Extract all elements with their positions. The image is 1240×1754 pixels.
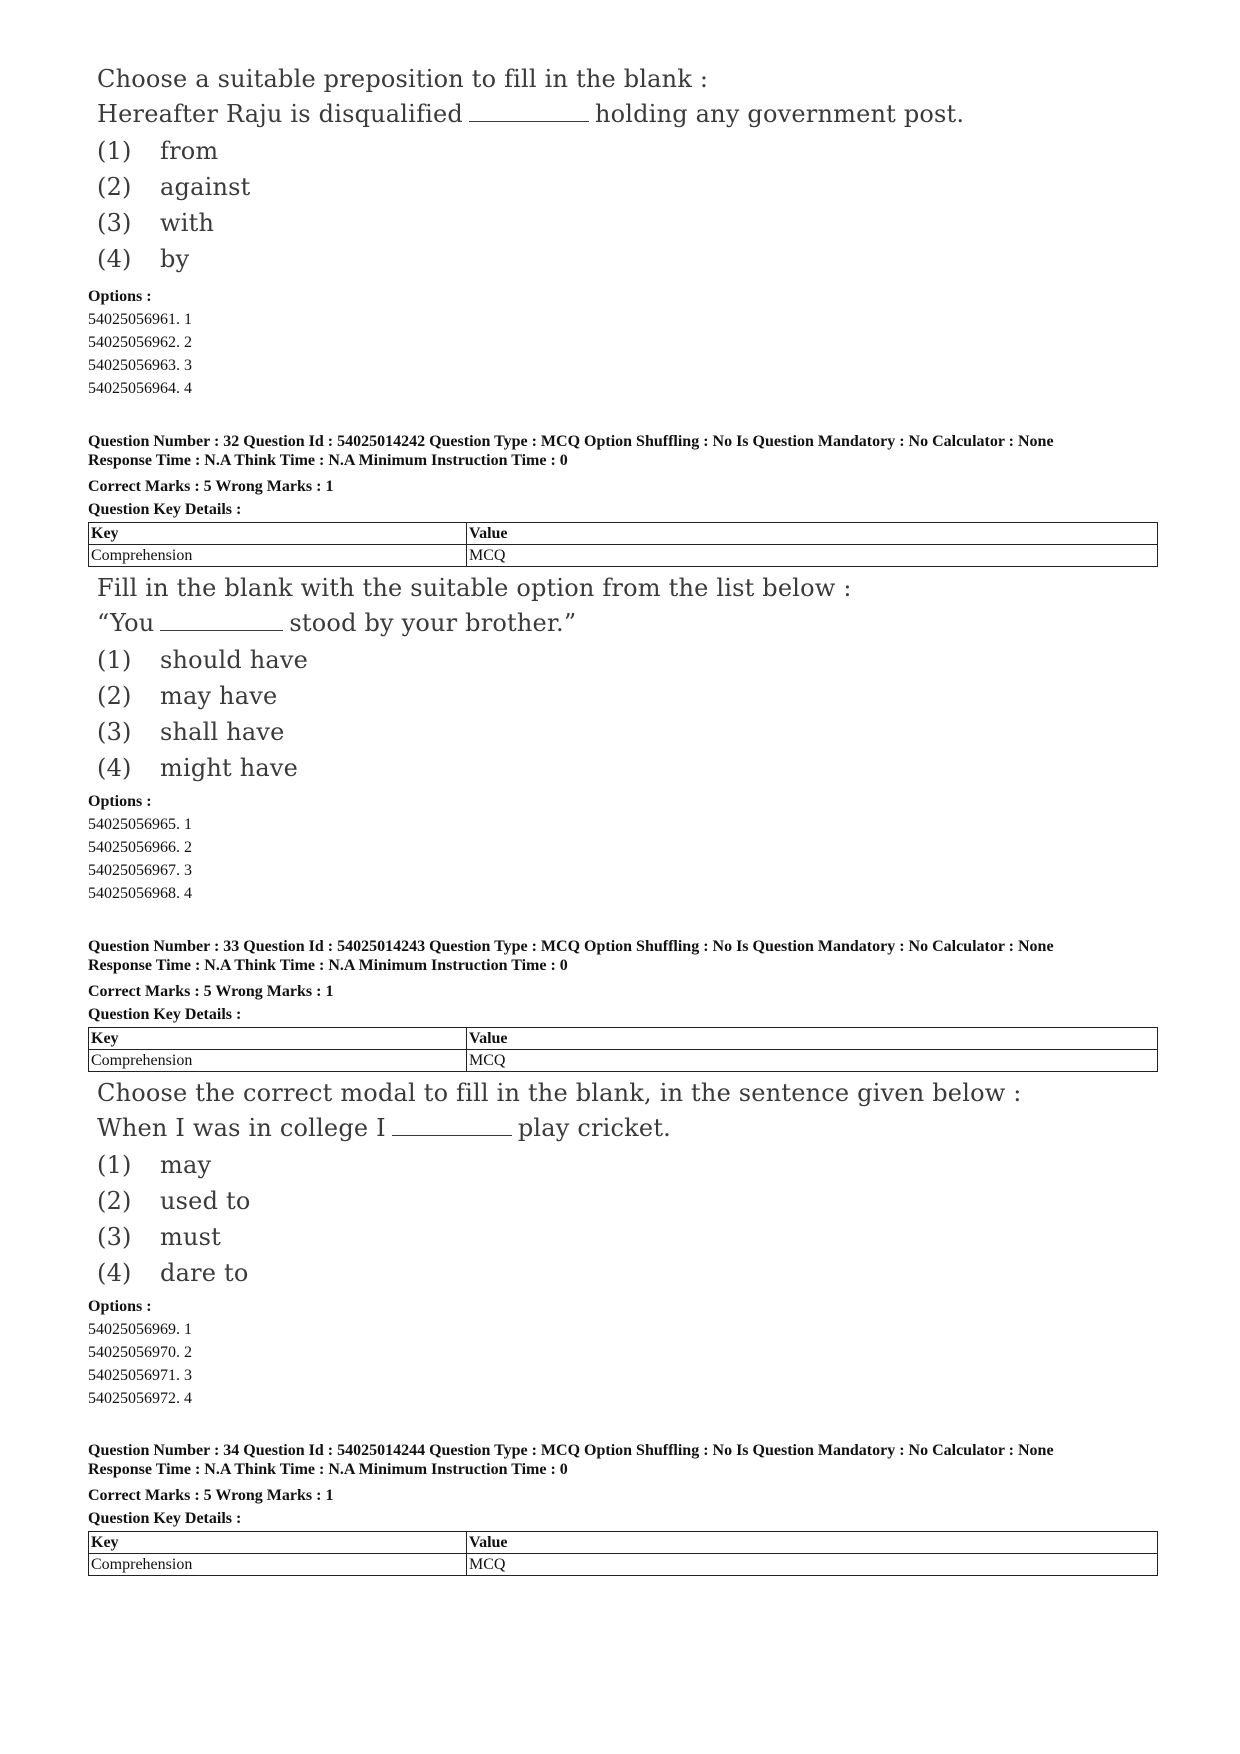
table-header-key: Key bbox=[89, 1532, 467, 1554]
q33-choice-4: (4) dare to bbox=[97, 1259, 249, 1287]
q32-question-stem bbox=[97, 571, 1157, 787]
q31-choice-2: (2) against bbox=[97, 173, 251, 201]
q32-marks: Correct Marks : 5 Wrong Marks : 1 bbox=[88, 478, 334, 495]
q31-blank bbox=[469, 99, 589, 122]
q31-choice-3: (3) with bbox=[97, 209, 215, 237]
q33-sentence bbox=[97, 1111, 1157, 1146]
q32-sentence-end: stood by your brother.” bbox=[289, 609, 577, 637]
q31-options-label: Options : bbox=[88, 288, 152, 305]
q34-header bbox=[88, 1441, 1168, 1530]
q33-header bbox=[88, 937, 1168, 1026]
q33-sentence-start: When I was in college I bbox=[97, 1114, 386, 1142]
q32-options-list bbox=[88, 790, 192, 905]
q33-marks: Correct Marks : 5 Wrong Marks : 1 bbox=[88, 983, 334, 1000]
q32-instruction: Fill in the blank with the suitable option from the list below : bbox=[97, 574, 852, 602]
q33-sentence-end: play cricket. bbox=[517, 1114, 671, 1142]
q31-option-id-1: 54025056961. 1 bbox=[88, 311, 192, 328]
q33-option-id-3: 54025056971. 3 bbox=[88, 1367, 192, 1384]
q31-option-id-3: 54025056963. 3 bbox=[88, 357, 192, 374]
q32-options-label: Options : bbox=[88, 793, 152, 810]
table-cell-key: Comprehension bbox=[89, 1050, 467, 1072]
table-cell-key: Comprehension bbox=[89, 1554, 467, 1576]
table-row bbox=[89, 545, 1158, 567]
q32-choice-4: (4) might have bbox=[97, 754, 299, 782]
table-cell-key: Comprehension bbox=[89, 545, 467, 567]
q34-time-line: Response Time : N.A Think Time : N.A Minimum Instruction Time : 0 bbox=[88, 1461, 568, 1478]
q34-meta-line: Question Number : 34 Question Id : 54025014244 Question Type : MCQ Option Shuffling : No Is Question Mandatory : No Calculator : None bbox=[88, 1442, 1054, 1459]
q32-option-id-2: 54025056966. 2 bbox=[88, 839, 192, 856]
q31-instruction: Choose a suitable preposition to fill in the blank : bbox=[97, 65, 709, 93]
table-header-value: Value bbox=[467, 1532, 1158, 1554]
q32-header bbox=[88, 432, 1168, 521]
q33-options-label: Options : bbox=[88, 1298, 152, 1315]
q33-choice-1: (1) may bbox=[97, 1151, 212, 1179]
q33-key-table bbox=[88, 1027, 1158, 1072]
q34-marks: Correct Marks : 5 Wrong Marks : 1 bbox=[88, 1487, 334, 1504]
q31-sentence-end: holding any government post. bbox=[595, 100, 965, 128]
q33-choice-3: (3) must bbox=[97, 1223, 221, 1251]
q32-blank bbox=[160, 608, 283, 631]
q33-instruction: Choose the correct modal to fill in the blank, in the sentence given below : bbox=[97, 1079, 1022, 1107]
table-row bbox=[89, 1554, 1158, 1576]
q32-meta-line: Question Number : 32 Question Id : 54025014242 Question Type : MCQ Option Shuffling : No Is Question Mandatory : No Calculator : None bbox=[88, 433, 1054, 450]
q33-choice-2: (2) used to bbox=[97, 1187, 251, 1215]
q31-choice-4: (4) by bbox=[97, 245, 190, 273]
table-row bbox=[89, 1050, 1158, 1072]
q31-sentence bbox=[97, 97, 1157, 132]
q34-key-table bbox=[88, 1531, 1158, 1576]
q32-choice-1: (1) should have bbox=[97, 646, 309, 674]
table-header-row bbox=[89, 1532, 1158, 1554]
q32-key-table bbox=[88, 522, 1158, 567]
table-cell-value: MCQ bbox=[467, 1050, 1158, 1072]
q32-option-id-3: 54025056967. 3 bbox=[88, 862, 192, 879]
q33-option-id-4: 54025056972. 4 bbox=[88, 1390, 192, 1407]
q33-blank bbox=[392, 1113, 512, 1136]
q32-option-id-4: 54025056968. 4 bbox=[88, 885, 192, 902]
q33-time-line: Response Time : N.A Think Time : N.A Minimum Instruction Time : 0 bbox=[88, 957, 568, 974]
q32-time-line: Response Time : N.A Think Time : N.A Minimum Instruction Time : 0 bbox=[88, 452, 568, 469]
q31-choice-1: (1) from bbox=[97, 137, 219, 165]
q33-meta-line: Question Number : 33 Question Id : 54025014243 Question Type : MCQ Option Shuffling : No Is Question Mandatory : No Calculator : None bbox=[88, 938, 1054, 955]
q33-key-details-label: Question Key Details : bbox=[88, 1006, 242, 1023]
q32-choice-3: (3) shall have bbox=[97, 718, 285, 746]
table-header-row bbox=[89, 523, 1158, 545]
q31-sentence-start: Hereafter Raju is disqualified bbox=[97, 100, 463, 128]
q31-question-stem bbox=[97, 62, 1157, 278]
table-cell-value: MCQ bbox=[467, 1554, 1158, 1576]
q32-key-details-label: Question Key Details : bbox=[88, 501, 242, 518]
q33-options-list bbox=[88, 1295, 192, 1410]
table-header-value: Value bbox=[467, 1028, 1158, 1050]
table-header-key: Key bbox=[89, 523, 467, 545]
q32-sentence-start: “You bbox=[97, 609, 155, 637]
q34-key-details-label: Question Key Details : bbox=[88, 1510, 242, 1527]
q32-option-id-1: 54025056965. 1 bbox=[88, 816, 192, 833]
q32-sentence bbox=[97, 606, 1157, 641]
q31-option-id-4: 54025056964. 4 bbox=[88, 380, 192, 397]
q31-option-id-2: 54025056962. 2 bbox=[88, 334, 192, 351]
table-cell-value: MCQ bbox=[467, 545, 1158, 567]
table-header-row bbox=[89, 1028, 1158, 1050]
table-header-value: Value bbox=[467, 523, 1158, 545]
q33-question-stem bbox=[97, 1076, 1157, 1292]
table-header-key: Key bbox=[89, 1028, 467, 1050]
q31-options-list bbox=[88, 285, 192, 400]
q32-choice-2: (2) may have bbox=[97, 682, 278, 710]
q33-option-id-1: 54025056969. 1 bbox=[88, 1321, 192, 1338]
q33-option-id-2: 54025056970. 2 bbox=[88, 1344, 192, 1361]
